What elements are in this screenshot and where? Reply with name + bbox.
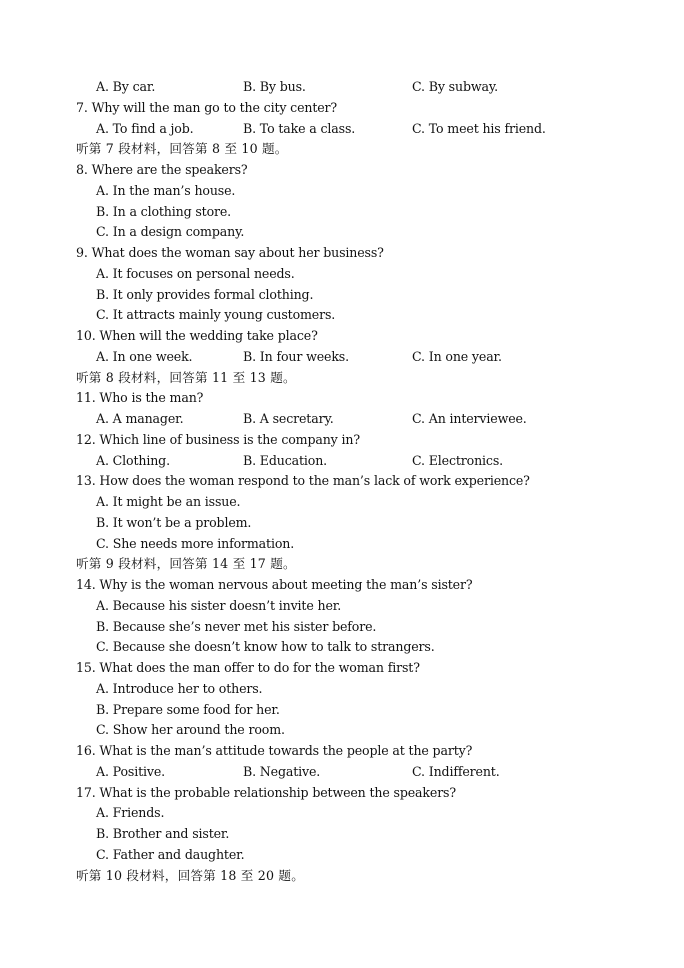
option-text: A. Friends. xyxy=(96,805,165,820)
question-text: 8. Where are the speakers? xyxy=(76,162,248,177)
option-text: B. Prepare some food for her. xyxy=(96,702,280,717)
option-a: A. Clothing. xyxy=(96,453,170,468)
section-instruction: 听第 8 段材料，回答第 11 至 13 题。 xyxy=(76,370,296,385)
option-text: B. It only provides formal clothing. xyxy=(96,287,314,302)
option-c: C. Electronics. xyxy=(412,453,503,468)
option-c: C. To meet his friend. xyxy=(412,121,546,136)
question-text: 15. What does the man offer to do for the woman first? xyxy=(76,660,420,675)
option-c: C. An interviewee. xyxy=(412,411,527,426)
option-b: B. Negative. xyxy=(243,764,321,779)
option-text: C. Father and daughter. xyxy=(96,847,245,862)
option-text: C. In a design company. xyxy=(96,224,245,239)
question-text: 12. Which line of business is the company in? xyxy=(76,432,360,447)
option-text: A. It focuses on personal needs. xyxy=(96,266,295,281)
option-text: A. Introduce her to others. xyxy=(96,681,263,696)
section-instruction: 听第 10 段材料，回答第 18 至 20 题。 xyxy=(76,868,305,883)
option-text: B. In a clothing store. xyxy=(96,204,232,219)
option-text: A. In the man’s house. xyxy=(96,183,236,198)
option-b: B. Education. xyxy=(243,453,328,468)
option-a: A. To find a job. xyxy=(96,121,194,136)
question-text: 10. When will the wedding take place? xyxy=(76,328,318,343)
option-text: C. It attracts mainly young customers. xyxy=(96,307,336,322)
section-instruction: 听第 7 段材料，回答第 8 至 10 题。 xyxy=(76,141,288,156)
option-a: A. A manager. xyxy=(96,411,184,426)
option-text: B. Brother and sister. xyxy=(96,826,230,841)
option-text: B. It won’t be a problem. xyxy=(96,515,252,530)
question-text: 11. Who is the man? xyxy=(76,390,204,405)
option-b: B. In four weeks. xyxy=(243,349,349,364)
option-b: B. By bus. xyxy=(243,79,306,94)
option-text: A. Because his sister doesn’t invite her. xyxy=(96,598,342,613)
option-text: C. Because she doesn’t know how to talk to strangers. xyxy=(96,639,435,654)
question-text: 16. What is the man’s attitude towards the people at the party? xyxy=(76,743,473,758)
option-text: A. It might be an issue. xyxy=(96,494,241,509)
option-c: C. In one year. xyxy=(412,349,502,364)
question-text: 9. What does the woman say about her business? xyxy=(76,245,384,260)
option-a: A. Positive. xyxy=(96,764,165,779)
option-b: B. A secretary. xyxy=(243,411,334,426)
question-text: 17. What is the probable relationship between the speakers? xyxy=(76,785,456,800)
option-b: B. To take a class. xyxy=(243,121,356,136)
question-text: 7. Why will the man go to the city center? xyxy=(76,100,338,115)
question-text: 14. Why is the woman nervous about meeting the man’s sister? xyxy=(76,577,473,592)
option-text: C. She needs more information. xyxy=(96,536,295,551)
option-text: B. Because she’s never met his sister before. xyxy=(96,619,377,634)
option-text: C. Show her around the room. xyxy=(96,722,285,737)
question-text: 13. How does the woman respond to the man’s lack of work experience? xyxy=(76,473,530,488)
option-a: A. By car. xyxy=(96,79,156,94)
section-instruction: 听第 9 段材料，回答第 14 至 17 题。 xyxy=(76,556,296,571)
option-a: A. In one week. xyxy=(96,349,193,364)
option-c: C. Indifferent. xyxy=(412,764,500,779)
option-c: C. By subway. xyxy=(412,79,498,94)
